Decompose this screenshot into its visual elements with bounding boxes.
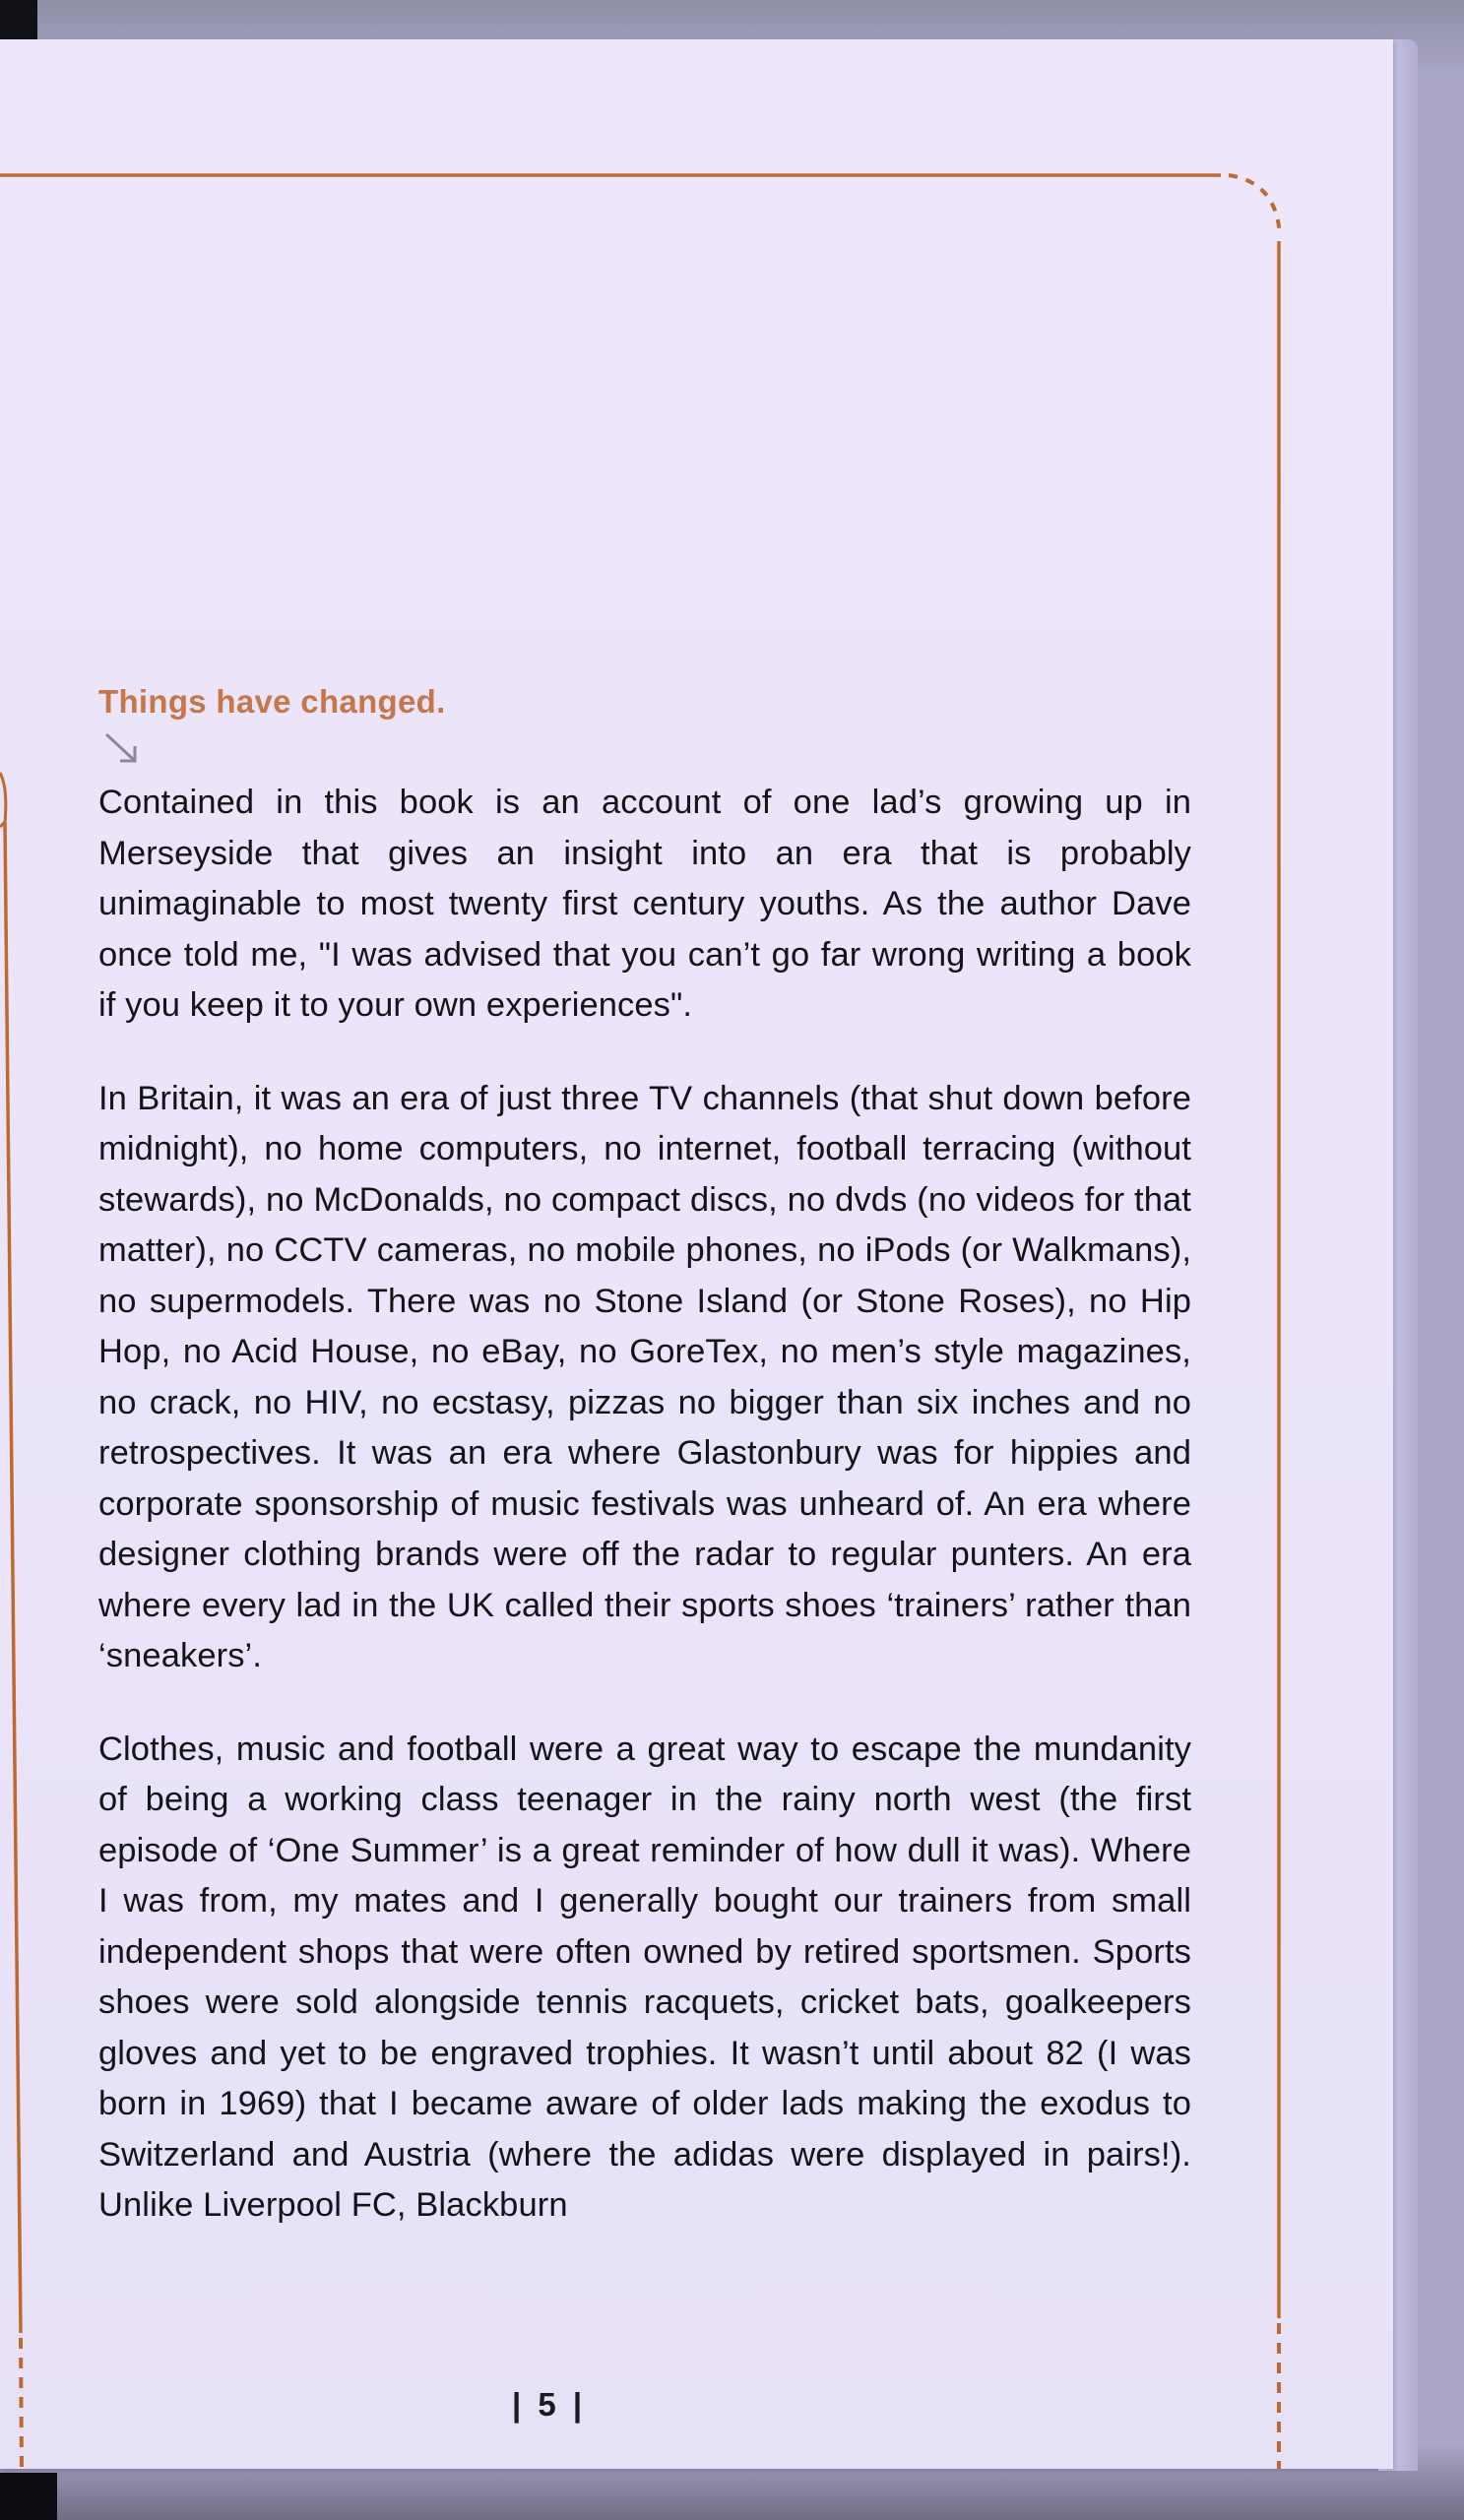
paragraph-clothes-music-football: Clothes, music and football were a great way to escape the mundanity of being a working class teenager in the rainy north west (the first episode of ‘One Summer’ is a great reminder of how dull it was). Where I was from, my mates and I generally bought our trainers from small independent shops that were often owned by retired sportsmen. Sports shoes were sold alongside tennis racquets, cricket bats, goalkeepers gloves and yet to be engraved trophies. It wasn’t until about 82 (I was born in 1969) that I became aware of older lads making the exodus to Switzerland and Austria (where the adidas were displayed in pairs!). Unlike Liverpool FC, Blackburn: [98, 1730, 1191, 2224]
paragraph-intro: Contained in this book is an account of one lad’s growing up in Merseyside that gives an insight into an era that is probably unimaginable to most twenty first century youths. As the author Dave once told me, "I was advised that you can’t go far wrong writing a book if you keep it to your own experiences".: [98, 784, 1191, 1024]
frame-left-line: [5, 822, 21, 2333]
frame-corner-dashed: [1229, 175, 1280, 236]
page-content: [98, 679, 1191, 2232]
paragraph-britain-era: In Britain, it was an era of just three TV channels (that shut down before midnight), no home computers, no internet, football terracing (without stewards), no McDonalds, no compact discs, no dvds (no videos for that matter), no CCTV cameras, no mobile phones, no iPods (or Walkmans), no supermodels. There was no Stone Island (or Stone Roses), no Hip Hop, no Acid House, no eBay, no GoreTex, no men’s style magazines, no crack, no HIV, no ecstasy, pizzas no bigger than six inches and no retrospectives. It was an era where Glastonbury was for hippies and corporate sponsorship of music festivals was unheard of. An era where designer clothing brands were off the radar to regular punters. An era where every lad in the UK called their sports shoes ‘trainers’ rather than ‘sneakers’.: [98, 1079, 1191, 1674]
page-number: | 5 |: [512, 2386, 587, 2423]
frame-left-dashes: [21, 2338, 22, 2469]
scan-background-corner-bottom: [0, 2473, 57, 2520]
book-page: [0, 39, 1393, 2469]
frame-left-notch: [0, 773, 6, 827]
arrow-down-right-icon: [102, 730, 142, 770]
section-heading: Things have changed.: [98, 683, 446, 720]
